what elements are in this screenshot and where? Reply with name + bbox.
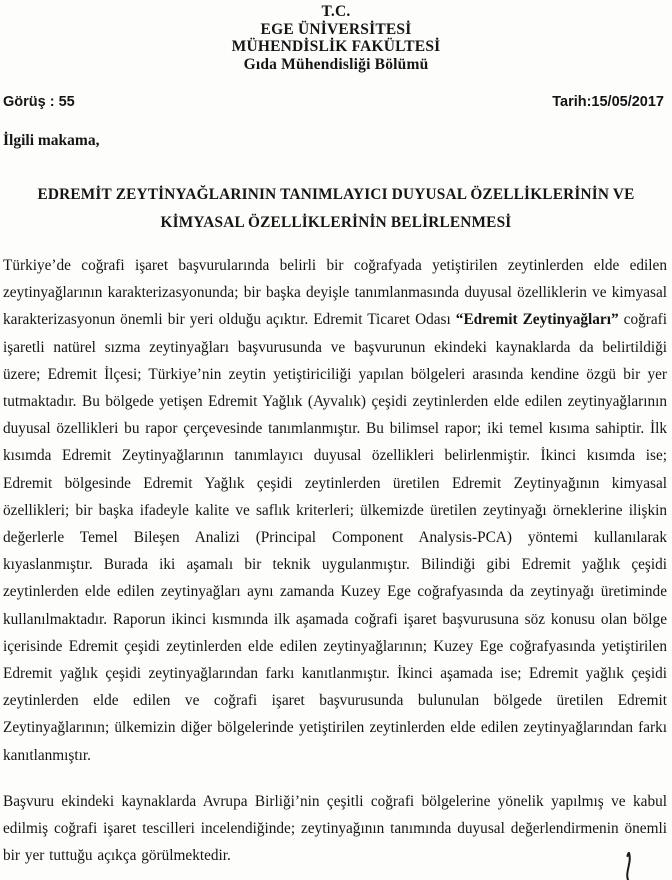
pen-stroke-mark [621,852,635,880]
opinion-number: Görüş : 55 [3,94,75,110]
salutation: İlgili makama, [3,132,100,149]
document-title-line1: EDREMİT ZEYTİNYAĞLARININ TANIMLAYICI DUYUSAL ÖZELLİKLERİNİN VE [37,186,635,203]
body-paragraph-2: Başvuru ekindeki kaynaklarda Avrupa Birliği’nin çeşitli coğrafi bölgelerine yönelik yapılmış ve kabul edilmiş coğrafi işaret tescilleri incelendiğinde; zeytinyağının tanımında duyusal değerlendirmenin önemli bir yer tuttuğu açıkça görülmektedir. [3,792,667,865]
document-title-line2: KİMYASAL ÖZELLİKLERİNİN BELİRLENMESİ [160,214,512,231]
document-date: Tarih:15/05/2017 [552,94,664,110]
letterhead-line-tc: T.C. [321,3,351,20]
meta-row [3,94,664,110]
body-paragraph-1: Türkiye’de coğrafi işaret başvurularında belirli bir coğrafyada yetiştirilen zeytinlerden elde edilen zeytinyağlarının karakterizasyonunda; bir başka deyişle tanımlanmasında duyusal özelliklerin ve kimyasal karakterizasyonun önemli bir yeri olduğu açıktır. Edremit Ticaret Odası “Edremit Zeytinyağları” coğrafi işaretli natürel sızma zeytinyağları başvurusunda ve başvurunun ekindeki kaynaklarda da belirtildiği üzere; Edremit İlçesi; Türkiye’nin zeytin yetiştiriciliği yapılan bölgeleri arasında kendine özgü bir yer tutmaktadır. Bu bölgede yetişen Edremit Yağlık (Ayvalık) çeşidi zeytinlerden elde edilen zeytinyağlarının duyusal özellikleri bu rapor çerçevesinde tanımlanmıştır. Bu bilimsel rapor; iki temel kısıma sahiptir. İlk kısımda Edremit Zeytinyağlarının tanımlayıcı duyusal özellikleri belirlenmiştir. İkinci kısımda ise; Edremit bölgesinde Edremit Yağlık çeşidi zeytinlerden üretilen Edremit Zeytinyağının kimyasal özellikleri; bir başka ifadeyle kalite ve saflık kriterleri; ülkemizde üretilen zeytinyağı örneklerine ilişkin değerlerle Temel Bileşen Analizi (Principal Component Analysis-PCA) yöntemi kullanılarak kıyaslanmıştır. Burada iki aşamalı bir teknik uygulanmıştır. Bilindiği gibi Edremit yağlık çeşidi zeytinlerden elde edilen zeytinyağları aynı zamanda Kuzey Ege coğrafyasında da zeytinyağı üretiminde kullanılmaktadır. Raporun ikinci kısmında ilk aşamada coğrafi işaret başvurusuna söz konusu olan bölge içerisinde Edremit çeşidi zeytinlerden elde edilen zeytinyağlarının; Kuzey Ege coğrafyasında yetiştirilen Edremit yağlık çeşidi zeytinyağlarından farkı kanıtlanmıştır. İkinci aşamada ise; Edremit yağlık çeşidi zeytinlerden elde edilen ve coğrafi işaret başvurusunda bulunulan bölgede üretilen Edremit Zeytinyağlarının; ülkemizin diğer bölgelerinde yetiştirilen zeytinlerden elde edilen zeytinyağlarından farkı kanıtlanmıştır. [3,257,667,764]
document-title [0,181,672,237]
letterhead [0,0,672,73]
letterhead-line-faculty: MÜHENDİSLİK FAKÜLTESİ [231,38,441,55]
letterhead-line-university: EGE ÜNİVERSİTESİ [260,20,412,38]
letterhead-line-department: Gıda Mühendisliği Bölümü [243,55,429,73]
